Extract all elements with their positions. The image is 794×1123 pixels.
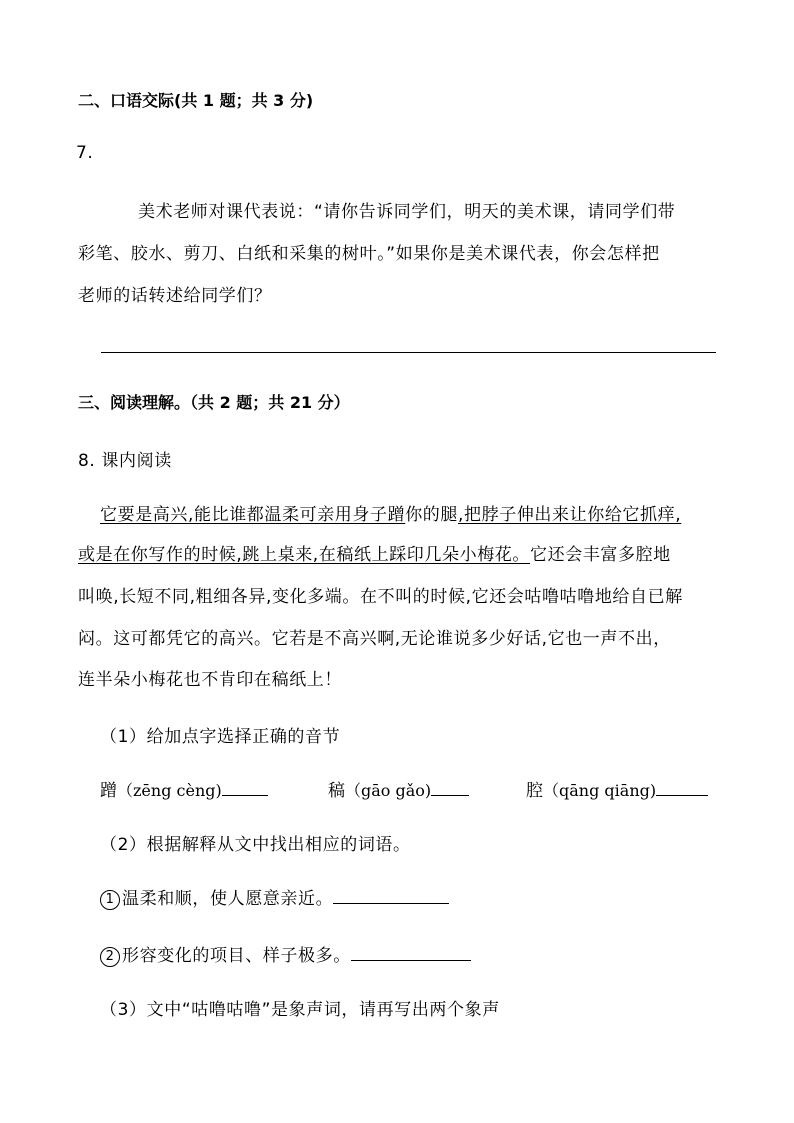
sub-question-prompt: （1）给加点字选择正确的音节 [100, 727, 341, 747]
target-char: 蹭 [100, 781, 117, 801]
question-text-line: 老师的话转述给同学们？ [78, 286, 272, 306]
pinyin-choice [100, 776, 268, 801]
passage-text: 它还会丰富多腔地 [530, 545, 671, 565]
section-heading-reading: 三、阅读理解。（共 2 题；共 21 分） [78, 393, 350, 412]
answer-blank[interactable] [351, 944, 471, 961]
circled-number: 2 [100, 947, 120, 967]
sub-question-prompt: （3）文中“咕噜咕噜”是象声词，请再写出两个象声 [100, 1000, 500, 1020]
answer-blank[interactable] [431, 779, 469, 796]
definition-item [100, 941, 471, 967]
passage-text: 你的腿 [405, 505, 459, 525]
passage-line [100, 500, 681, 525]
definition-item [100, 884, 449, 910]
underlined-text: ,把脖子伸出来让你给它抓痒, [458, 505, 682, 525]
underlined-text: 它要是高兴,能比谁都温柔可亲用身子蹭 [100, 505, 406, 525]
answer-blank[interactable] [656, 779, 708, 796]
section-heading-oral: 二、口语交际(共 1 题；共 3 分) [78, 91, 314, 110]
target-char: 稿 [328, 781, 345, 801]
passage-line: 闷。这可都凭它的高兴。它若是不高兴啊,无论谁说多少好话,它也一声不出， [78, 629, 671, 649]
question-text-line: 美术老师对课代表说：“请你告诉同学们，明天的美术课，请同学们带 [138, 202, 676, 222]
answer-blank[interactable] [222, 779, 268, 796]
passage-line: 连半朵小梅花也不肯印在稿纸上！ [78, 670, 342, 690]
underlined-text: 或是在你写作的时候,跳上桌来,在稿纸上踩印几朵小梅花。 [78, 545, 531, 565]
circled-number: 1 [100, 890, 120, 910]
pinyin-options: （qāng qiāng) [543, 781, 657, 800]
pinyin-options: （zēng cèng) [117, 781, 222, 800]
question-title: 8. 课内阅读 [78, 451, 172, 471]
question-text-line: 彩笔、胶水、剪刀、白纸和采集的树叶。”如果你是美术课代表，你会怎样把 [78, 244, 660, 264]
pinyin-options: （gāo gǎo) [345, 781, 432, 800]
definition-text: 温柔和顺，使人愿意亲近。 [122, 889, 334, 909]
passage-line [78, 540, 671, 565]
answer-blank[interactable] [333, 887, 449, 904]
question-number: 7. [76, 143, 94, 163]
target-char: 腔 [526, 781, 543, 801]
pinyin-choice [328, 776, 469, 801]
definition-text: 形容变化的项目、样子极多。 [122, 946, 351, 966]
passage-line: 叫唤,长短不同,粗细各异,变化多端。在不叫的时候,它还会咕噜咕噜地给自已解 [78, 587, 683, 607]
sub-question-prompt: （2）根据解释从文中找出相应的词语。 [100, 835, 411, 855]
answer-line[interactable] [101, 352, 716, 353]
pinyin-choice [526, 776, 708, 801]
